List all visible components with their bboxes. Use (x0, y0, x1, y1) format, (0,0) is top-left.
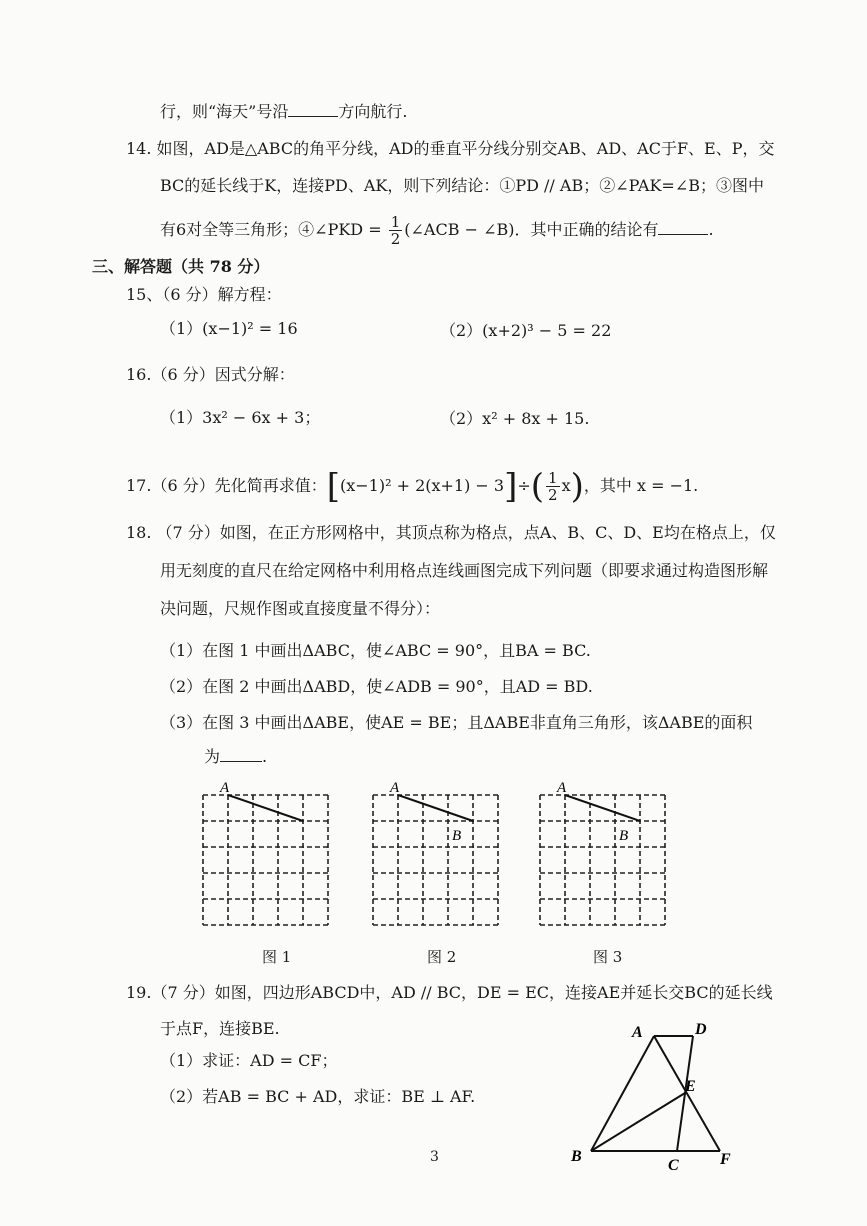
q17-fraction (546, 470, 560, 503)
figure-2-caption: 图 2 (427, 948, 457, 966)
segment-ab (228, 795, 303, 821)
label-d: D (695, 1021, 707, 1038)
q14-line3-end: . (708, 220, 714, 239)
q17-left-bracket: [ (326, 466, 340, 507)
grid-lines (540, 795, 665, 925)
label-f: F (720, 1151, 731, 1168)
grid-lines (203, 795, 328, 925)
q18-figure-2 (368, 778, 508, 930)
q15-part1: （1）(x−1)² = 16 (160, 319, 298, 338)
q14-line3 (160, 214, 714, 247)
q17-fx: x (561, 476, 571, 495)
q13-answer-blank[interactable] (288, 102, 338, 117)
figure-3-caption: 图 3 (593, 948, 623, 966)
label-c: C (668, 1157, 679, 1174)
q19-part1: （1）求证：AD = CF； (160, 1051, 338, 1070)
q18-figure-3 (535, 778, 675, 930)
segment-ab (398, 795, 473, 821)
q14-line3-a: 有6对全等三角形；④∠PKD = (160, 220, 382, 239)
q13-text1: 行，则“海天”号沿 (160, 102, 289, 121)
q17-line (126, 466, 699, 507)
q14-line1: 14. 如图，AD是△ABC的角平分线，AD的垂直平分线分别交AB、AD、AC于F、E、P，交 (126, 139, 775, 158)
q18-part3b-text: 为 (204, 747, 221, 766)
q18-part3b-end: . (262, 747, 268, 766)
q17-right-bracket: ] (504, 466, 518, 507)
q16-title: 16.（6 分）因式分解： (126, 365, 295, 384)
q14-answer-blank[interactable] (658, 220, 708, 235)
q14-line3-b: (∠ACB − ∠B)．其中正确的结论有 (404, 220, 659, 239)
segment-ab (565, 795, 640, 821)
q17-frac-num: 1 (548, 469, 558, 487)
q17-right-paren: ) (570, 466, 584, 507)
q18-part3: （3）在图 3 中画出ΔABE，使AE = BE；且ΔABE非直角三角形，该ΔABE的面积 (160, 713, 753, 732)
q17-frac-den: 2 (548, 486, 558, 504)
point-b-label: B (452, 828, 462, 844)
q18-line2: 用无刻度的直尺在给定网格中利用格点连线画图完成下列问题（即要求通过构造图形解 (160, 561, 769, 580)
q18-part1: （1）在图 1 中画出ΔABC，使∠ABC = 90°，且BA = BC. (160, 641, 591, 660)
q16-part2: （2）x² + 8x + 15. (440, 409, 590, 428)
point-a-label: A (220, 780, 230, 796)
q18-part2: （2）在图 2 中画出ΔABD，使∠ADB = 90°，且AD = BD. (160, 677, 593, 696)
figure-1-caption: 图 1 (262, 948, 292, 966)
q19-line2: 于点F，连接BE. (160, 1019, 280, 1038)
point-a-label: A (557, 780, 567, 796)
q18-answer-blank[interactable] (220, 747, 262, 762)
q17-left-paren: ( (530, 466, 545, 507)
q18-line3: 决问题，尺规作图或直接度量不得分）： (160, 599, 441, 618)
grid-lines (373, 795, 498, 925)
section3-title: 三、解答题（共 78 分） (92, 257, 270, 276)
q19-line1: 19.（7 分）如图，四边形ABCD中，AD // BC，DE = EC，连接AE并延长交BC的延长线 (126, 983, 773, 1002)
page-number: 3 (430, 1149, 439, 1165)
q18-figure-1 (198, 778, 338, 930)
label-a: A (632, 1024, 643, 1041)
q15-part2: （2）(x+2)³ − 5 = 22 (440, 321, 612, 340)
q16-part1: （1）3x² − 6x + 3； (160, 408, 321, 427)
q19-quadrilateral-figure (565, 1015, 745, 1175)
q13-tail (160, 101, 407, 123)
figure-lines (591, 1036, 720, 1151)
point-a-label: A (390, 780, 400, 796)
q15-title: 15、（6 分）解方程： (126, 285, 282, 304)
q14-fraction (389, 214, 403, 247)
q13-text2: 方向航行. (338, 102, 408, 121)
q17-expression: (x−1)² + 2(x+1) − 3 (339, 476, 505, 495)
label-e: E (685, 1078, 696, 1095)
q18-part3b (204, 746, 267, 768)
q14-frac-den: 2 (390, 230, 401, 248)
q17-tail: ，其中 x = −1. (583, 476, 699, 495)
q19-part2: （2）若AB = BC + AD，求证：BE ⊥ AF. (160, 1087, 476, 1106)
q17-div: ÷ (517, 476, 531, 495)
point-b-label: B (619, 828, 629, 844)
label-b: B (571, 1148, 582, 1165)
q17-lead: 17.（6 分）先化简再求值： (126, 476, 327, 495)
q14-frac-num: 1 (390, 213, 401, 231)
q18-line1: 18. （7 分）如图，在正方形网格中，其顶点称为格点，点A、B、C、D、E均在格点上，仅 (126, 523, 776, 542)
q14-line2: BC的延长线于K，连接PD、AK，则下列结论：①PD // AB；②∠PAK=∠B；③图中 (160, 176, 764, 195)
